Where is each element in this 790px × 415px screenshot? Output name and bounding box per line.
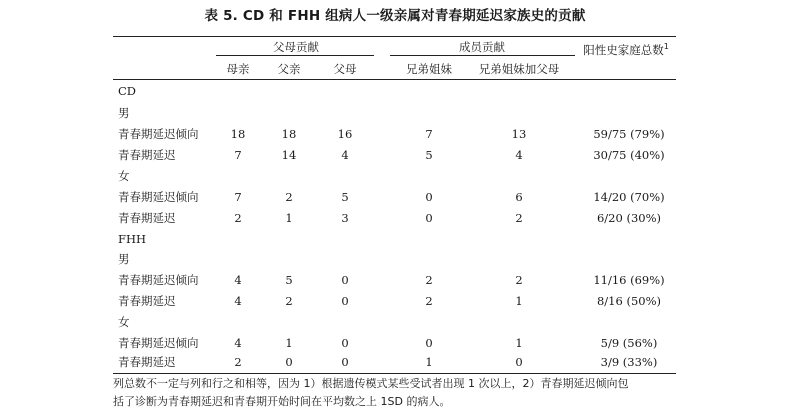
cell-positive-total: 6/20 (30%) [596, 211, 662, 225]
header-mother: 母亲 [226, 62, 250, 76]
cell-siblings: 0 [425, 336, 433, 350]
header-parents-group: 父母贡献 [273, 40, 319, 54]
cell-siblings: 0 [425, 211, 433, 225]
row-label: 青春期延迟倾向 [118, 190, 199, 204]
cell-mother: 4 [234, 273, 242, 287]
cell-siblings-plus-parents: 2 [515, 273, 523, 287]
header-positive-total-label: 阳性史家庭总数 [583, 42, 664, 57]
cell-father: 0 [285, 355, 293, 369]
cell-father: 14 [281, 148, 297, 162]
footnote-line-2: 括了诊断为青春期延迟和青春期开始时间在平均数之上 1SD 的病人。 [113, 395, 451, 408]
cell-siblings-plus-parents: 0 [515, 355, 523, 369]
cell-siblings: 2 [425, 273, 433, 287]
cell-positive-total: 5/9 (56%) [600, 336, 658, 350]
cell-father: 1 [285, 336, 293, 350]
cell-father: 5 [285, 273, 293, 287]
cell-siblings: 1 [425, 355, 433, 369]
parents-group-underline [216, 55, 374, 56]
cell-mother: 7 [234, 148, 242, 162]
cell-siblings: 7 [425, 127, 433, 141]
cell-mother: 2 [234, 211, 242, 225]
siblings-group-underline [390, 55, 575, 56]
cell-parents: 16 [337, 127, 353, 141]
cell-parents: 3 [341, 211, 349, 225]
table-title: 表 5. CD 和 FHH 组病人一级亲属对青春期延迟家族史的贡献 [204, 8, 586, 24]
cell-mother: 2 [234, 355, 242, 369]
cell-siblings-plus-parents: 1 [515, 336, 523, 350]
cell-parents: 5 [341, 190, 349, 204]
row-label: 青春期延迟倾向 [118, 127, 199, 141]
cell-siblings: 5 [425, 148, 433, 162]
cell-siblings: 0 [425, 190, 433, 204]
sex-label-male: 男 [118, 106, 130, 120]
group-label-cd: CD [118, 84, 137, 98]
bottom-rule [113, 373, 676, 374]
cell-positive-total: 8/16 (50%) [596, 294, 662, 308]
cell-positive-total: 14/20 (70%) [593, 190, 665, 204]
cell-positive-total: 3/9 (33%) [600, 355, 658, 369]
sex-label-female: 女 [118, 169, 130, 183]
cell-parents: 4 [341, 148, 349, 162]
cell-siblings-plus-parents: 1 [515, 294, 523, 308]
header-positive-total [583, 40, 669, 57]
header-father: 父亲 [277, 62, 301, 76]
row-label: 青春期延迟倾向 [118, 336, 199, 350]
cell-siblings-plus-parents: 2 [515, 211, 523, 225]
cell-father: 1 [285, 211, 293, 225]
cell-parents: 0 [341, 336, 349, 350]
footnote-line-1: 列总数不一定与列和行之和相等，因为 1）根据遗传模式某些受试者出现 1 次以上，2）青春期延迟倾向包 [113, 377, 629, 390]
cell-siblings-plus-parents: 4 [515, 148, 523, 162]
header-siblings-plus-parents: 兄弟姐妹加父母 [478, 62, 560, 76]
cell-siblings-plus-parents: 6 [515, 190, 523, 204]
row-label: 青春期延迟倾向 [118, 273, 199, 287]
cell-siblings: 2 [425, 294, 433, 308]
header-siblings-group: 成员贡献 [459, 40, 505, 54]
cell-positive-total: 59/75 (79%) [593, 127, 665, 141]
row-label: 青春期延迟 [118, 294, 176, 308]
cell-father: 2 [285, 190, 293, 204]
row-label: 青春期延迟 [118, 211, 176, 225]
cell-parents: 0 [341, 273, 349, 287]
header-positive-total-footnote-mark: 1 [663, 42, 669, 51]
sex-label-male: 男 [118, 252, 130, 266]
sex-label-female: 女 [118, 315, 130, 329]
header-rule [113, 79, 676, 80]
row-label: 青春期延迟 [118, 355, 176, 369]
group-label-fhh: FHH [118, 232, 147, 246]
cell-positive-total: 11/16 (69%) [593, 273, 665, 287]
row-label: 青春期延迟 [118, 148, 176, 162]
cell-positive-total: 30/75 (40%) [593, 148, 665, 162]
cell-mother: 18 [230, 127, 246, 141]
top-rule [113, 36, 676, 37]
cell-parents: 0 [341, 355, 349, 369]
cell-father: 18 [281, 127, 297, 141]
header-parents: 父母 [333, 62, 357, 76]
cell-mother: 7 [234, 190, 242, 204]
cell-siblings-plus-parents: 13 [511, 127, 527, 141]
header-siblings: 兄弟姐妹 [406, 62, 452, 76]
cell-father: 2 [285, 294, 293, 308]
cell-mother: 4 [234, 336, 242, 350]
cell-parents: 0 [341, 294, 349, 308]
cell-mother: 4 [234, 294, 242, 308]
